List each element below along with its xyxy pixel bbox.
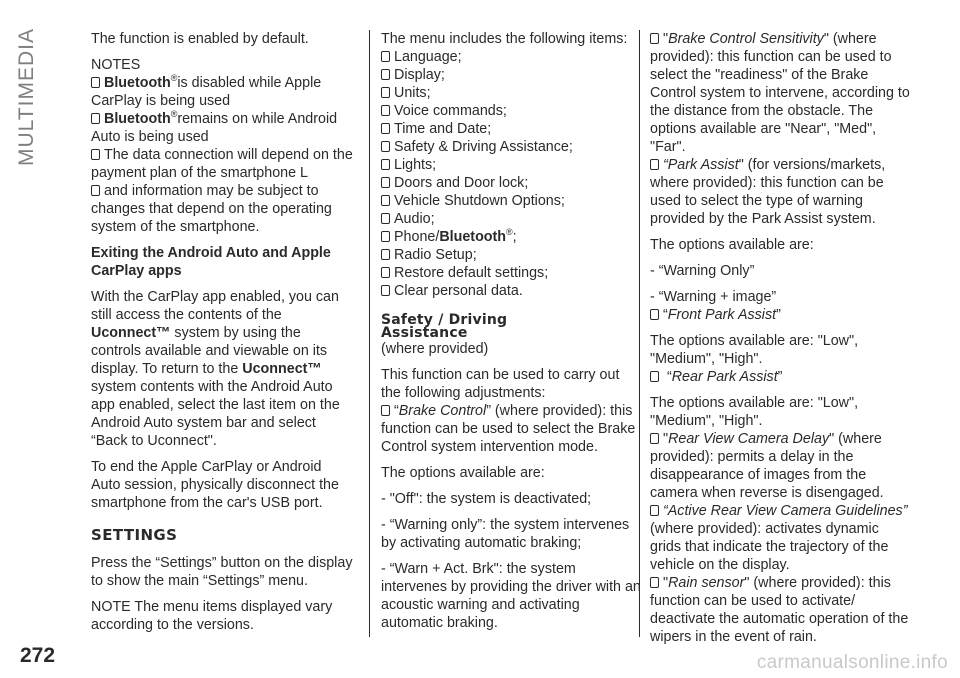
checkbox-bullet-icon bbox=[381, 141, 390, 152]
checkbox-bullet-icon bbox=[381, 195, 390, 206]
list-item: "Rain sensor" (where provided): this function can be used to activate/ deactivate the automatic operation of the wipers in the event of rain. bbox=[650, 575, 909, 645]
paragraph: The options available are: bbox=[381, 465, 545, 481]
list-item: Doors and Door lock; bbox=[381, 174, 643, 192]
list-item: "Brake Control Sensitivity" (where provided): this function can be used to select the "readiness" of the Brake Control system to intervene, according to the distance from the obstacle. The options available are "Near", "Med", "Far". bbox=[650, 31, 910, 155]
list-item: Lights; bbox=[381, 156, 643, 174]
list-item: “Active Rear View Camera Guidelines” (where provided): activates dynamic grids that indicate the trajectory of the vehicle on the display. bbox=[650, 503, 908, 573]
note-item: and information may be subject to changes that depend on the operating system of the smartphone. bbox=[91, 183, 332, 235]
checkbox-bullet-icon bbox=[381, 123, 390, 134]
paragraph: To end the Apple CarPlay or Android Auto session, physically disconnect the smartphone from the car's USB port. bbox=[91, 459, 339, 511]
paragraph: - “Warning + image” bbox=[650, 289, 777, 305]
checkbox-bullet-icon bbox=[650, 159, 659, 170]
paragraph: - “Warning Only” bbox=[650, 263, 755, 279]
checkbox-bullet-icon bbox=[381, 249, 390, 260]
checkbox-bullet-icon bbox=[650, 33, 659, 44]
column-1 bbox=[91, 30, 353, 642]
checkbox-bullet-icon bbox=[381, 267, 390, 278]
checkbox-bullet-icon bbox=[381, 177, 390, 188]
checkbox-bullet-icon bbox=[381, 159, 390, 170]
list-item: Audio; bbox=[381, 210, 643, 228]
checkbox-bullet-icon bbox=[381, 213, 390, 224]
notes-label: NOTES bbox=[91, 57, 141, 73]
paragraph: The options available are: bbox=[650, 237, 814, 253]
checkbox-bullet-icon bbox=[650, 371, 659, 382]
paragraph: - “Warning only”: the system intervenes by activating automatic braking; bbox=[381, 517, 630, 551]
watermark: carmanualsonline.info bbox=[756, 652, 948, 673]
paragraph: (where provided) bbox=[381, 341, 489, 357]
paragraph: - “Warn + Act. Brk": the system intervenes by providing the driver with an acoustic warning and activating automatic braking. bbox=[381, 561, 641, 631]
checkbox-bullet-icon bbox=[650, 309, 659, 320]
paragraph: - "Off": the system is deactivated; bbox=[381, 491, 592, 507]
subsection-heading: Safety / Driving Assistance bbox=[381, 312, 508, 341]
list-item: Safety & Driving Assistance; bbox=[381, 138, 643, 156]
list-item: Vehicle Shutdown Options; bbox=[381, 192, 643, 210]
checkbox-bullet-icon bbox=[381, 105, 390, 116]
checkbox-bullet-icon bbox=[650, 577, 659, 588]
list-item: Language; bbox=[381, 48, 643, 66]
checkbox-bullet-icon bbox=[381, 87, 390, 98]
list-item: "Rear View Camera Delay" (where provided): permits a delay in the disappearance of images from the camera when reverse is disengaged. bbox=[650, 431, 884, 501]
paragraph: With the CarPlay app enabled, you can still access the contents of the Uconnect™ system by using the controls available and viewable on its display. To return to the Uconnect™ system contents with the Android Auto app enabled, select the last item on the Android Auto system bar and select “Back to Uconnect". bbox=[91, 289, 340, 449]
section-heading: SETTINGS bbox=[91, 526, 178, 544]
paragraph: Press the “Settings” button on the display to show the main “Settings” menu. bbox=[91, 555, 353, 589]
list-item: Clear personal data. bbox=[381, 282, 643, 300]
note-item: Bluetooth®remains on while Android Auto is being used bbox=[91, 109, 338, 145]
paragraph: NOTE The menu items displayed vary according to the versions. bbox=[91, 599, 333, 633]
list-item: “Front Park Assist” bbox=[650, 306, 912, 324]
checkbox-bullet-icon bbox=[91, 77, 100, 88]
paragraph: The options available are: "Low", "Medium", "High". bbox=[650, 395, 859, 429]
list-item: “Rear Park Assist” bbox=[650, 368, 912, 386]
subheading: Exiting the Android Auto and Apple CarPlay apps bbox=[91, 245, 331, 279]
checkbox-bullet-icon bbox=[381, 51, 390, 62]
list-item: Radio Setup; bbox=[381, 246, 643, 264]
checkbox-bullet-icon bbox=[381, 405, 390, 416]
note-item: Bluetooth®is disabled while Apple CarPlay is being used bbox=[91, 73, 322, 109]
paragraph: This function can be used to carry out the following adjustments: bbox=[381, 367, 620, 401]
column-3 bbox=[650, 30, 912, 654]
list-item: “Park Assist" (for versions/markets, where provided): this function can be used to select the type of warning provided by the Park Assist system. bbox=[650, 157, 886, 227]
checkbox-bullet-icon bbox=[650, 433, 659, 444]
checkbox-bullet-icon bbox=[381, 285, 390, 296]
checkbox-bullet-icon bbox=[91, 149, 100, 160]
paragraph: The options available are: "Low", "Medium", "High". bbox=[650, 333, 859, 367]
paragraph: The function is enabled by default. bbox=[91, 31, 309, 47]
checkbox-bullet-icon bbox=[650, 505, 659, 516]
list-item: Display; bbox=[381, 66, 643, 84]
column-2 bbox=[381, 30, 643, 640]
checkbox-bullet-icon bbox=[91, 185, 100, 196]
checkbox-bullet-icon bbox=[91, 113, 100, 124]
list-item: Time and Date; bbox=[381, 120, 643, 138]
page-number: 272 bbox=[20, 644, 56, 667]
checkbox-bullet-icon bbox=[381, 231, 390, 242]
list-item: “Brake Control” (where provided): this function can be used to select the Brake Control system intervention mode. bbox=[381, 403, 636, 455]
side-section-title: MULTIMEDIA bbox=[15, 28, 39, 166]
list-item: Restore default settings; bbox=[381, 264, 643, 282]
note-item: The data connection will depend on the payment plan of the smartphone L bbox=[91, 147, 353, 181]
list-item: Voice commands; bbox=[381, 102, 643, 120]
list-item: Units; bbox=[381, 84, 643, 102]
list-item: Phone/Bluetooth®; bbox=[381, 228, 643, 246]
checkbox-bullet-icon bbox=[381, 69, 390, 80]
paragraph: The menu includes the following items: bbox=[381, 31, 628, 47]
column-divider bbox=[369, 30, 370, 637]
